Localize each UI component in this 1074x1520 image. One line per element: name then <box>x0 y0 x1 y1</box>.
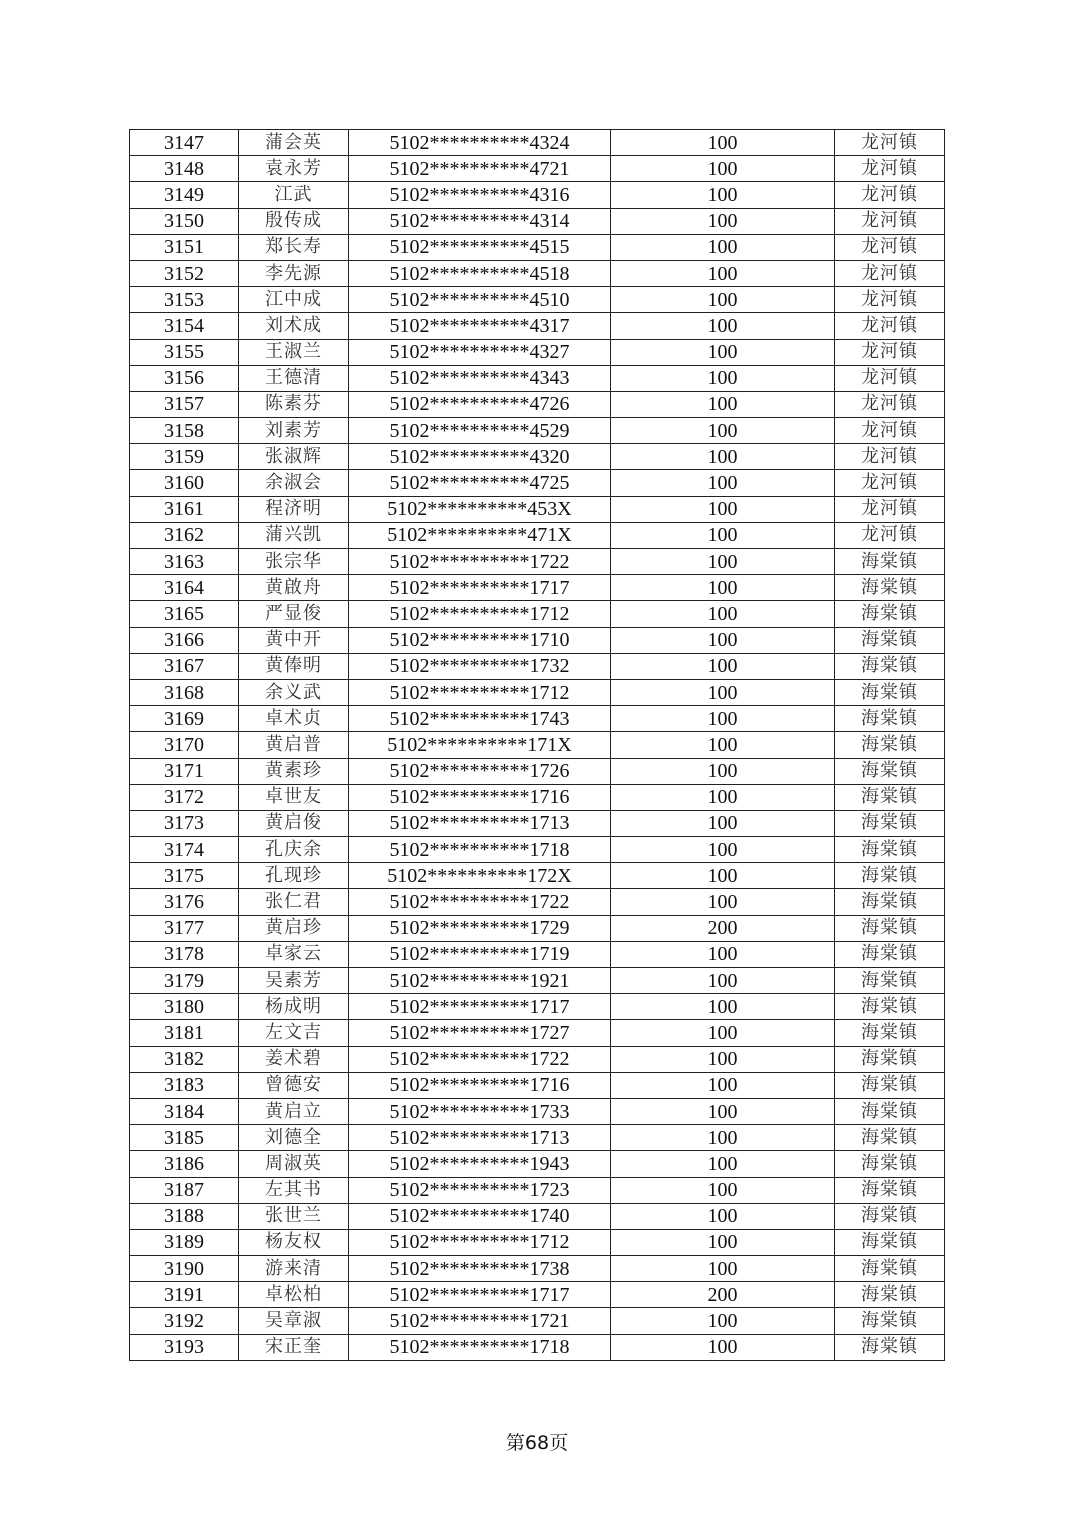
town-cell: 海棠镇 <box>835 784 945 810</box>
id-number-cell: 5102**********1726 <box>349 758 611 784</box>
amount-cell: 100 <box>611 391 835 417</box>
town-cell: 海棠镇 <box>835 1125 945 1151</box>
name-cell: 黄中开 <box>239 627 349 653</box>
id-number-cell: 5102**********4515 <box>349 234 611 260</box>
amount-cell: 100 <box>611 1046 835 1072</box>
row-number-cell: 3158 <box>130 418 239 444</box>
table-row <box>130 1177 945 1203</box>
town-cell: 龙河镇 <box>835 313 945 339</box>
row-number-cell: 3153 <box>130 287 239 313</box>
id-number-cell: 5102**********1722 <box>349 549 611 575</box>
id-number-cell: 5102**********1722 <box>349 889 611 915</box>
table-row <box>130 889 945 915</box>
row-number-cell: 3160 <box>130 470 239 496</box>
id-number-cell: 5102**********171X <box>349 732 611 758</box>
table-row <box>130 522 945 548</box>
amount-cell: 100 <box>611 679 835 705</box>
town-cell: 海棠镇 <box>835 1072 945 1098</box>
id-number-cell: 5102**********1717 <box>349 994 611 1020</box>
id-number-cell: 5102**********1743 <box>349 706 611 732</box>
id-number-cell: 5102**********1921 <box>349 968 611 994</box>
amount-cell: 100 <box>611 1203 835 1229</box>
town-cell: 海棠镇 <box>835 1177 945 1203</box>
amount-cell: 100 <box>611 889 835 915</box>
name-cell: 杨成明 <box>239 994 349 1020</box>
name-cell: 黄素珍 <box>239 758 349 784</box>
name-cell: 卓松柏 <box>239 1282 349 1308</box>
row-number-cell: 3155 <box>130 339 239 365</box>
town-cell: 海棠镇 <box>835 1151 945 1177</box>
name-cell: 刘素芳 <box>239 418 349 444</box>
row-number-cell: 3148 <box>130 156 239 182</box>
town-cell: 海棠镇 <box>835 889 945 915</box>
amount-cell: 100 <box>611 706 835 732</box>
id-number-cell: 5102**********1716 <box>349 1072 611 1098</box>
row-number-cell: 3150 <box>130 208 239 234</box>
table-row <box>130 1256 945 1282</box>
row-number-cell: 3154 <box>130 313 239 339</box>
row-number-cell: 3163 <box>130 549 239 575</box>
table-row <box>130 915 945 941</box>
amount-cell: 100 <box>611 810 835 836</box>
name-cell: 殷传成 <box>239 208 349 234</box>
id-number-cell: 5102**********4343 <box>349 365 611 391</box>
table-row <box>130 339 945 365</box>
table-row <box>130 1282 945 1308</box>
table-row <box>130 208 945 234</box>
table-row <box>130 706 945 732</box>
amount-cell: 100 <box>611 1125 835 1151</box>
name-cell: 左其书 <box>239 1177 349 1203</box>
row-number-cell: 3172 <box>130 784 239 810</box>
name-cell: 余义武 <box>239 679 349 705</box>
name-cell: 周淑英 <box>239 1151 349 1177</box>
amount-cell: 100 <box>611 234 835 260</box>
amount-cell: 100 <box>611 549 835 575</box>
name-cell: 王德清 <box>239 365 349 391</box>
amount-cell: 100 <box>611 313 835 339</box>
id-number-cell: 5102**********4518 <box>349 260 611 286</box>
name-cell: 袁永芳 <box>239 156 349 182</box>
row-number-cell: 3162 <box>130 522 239 548</box>
name-cell: 黄俸明 <box>239 653 349 679</box>
id-number-cell: 5102**********4327 <box>349 339 611 365</box>
town-cell: 龙河镇 <box>835 339 945 365</box>
row-number-cell: 3181 <box>130 1020 239 1046</box>
town-cell: 龙河镇 <box>835 418 945 444</box>
town-cell: 海棠镇 <box>835 549 945 575</box>
amount-cell: 100 <box>611 1177 835 1203</box>
town-cell: 龙河镇 <box>835 156 945 182</box>
row-number-cell: 3176 <box>130 889 239 915</box>
amount-cell: 100 <box>611 287 835 313</box>
row-number-cell: 3178 <box>130 941 239 967</box>
table-row <box>130 968 945 994</box>
name-cell: 江武 <box>239 182 349 208</box>
town-cell: 海棠镇 <box>835 968 945 994</box>
town-cell: 海棠镇 <box>835 1203 945 1229</box>
row-number-cell: 3168 <box>130 679 239 705</box>
row-number-cell: 3188 <box>130 1203 239 1229</box>
row-number-cell: 3149 <box>130 182 239 208</box>
table-row <box>130 1308 945 1334</box>
name-cell: 郑长寿 <box>239 234 349 260</box>
table-row <box>130 1072 945 1098</box>
town-cell: 海棠镇 <box>835 1256 945 1282</box>
town-cell: 海棠镇 <box>835 863 945 889</box>
town-cell: 海棠镇 <box>835 575 945 601</box>
amount-cell: 100 <box>611 784 835 810</box>
table-row <box>130 1020 945 1046</box>
table-row <box>130 1125 945 1151</box>
table-row <box>130 470 945 496</box>
id-number-cell: 5102**********4314 <box>349 208 611 234</box>
row-number-cell: 3184 <box>130 1098 239 1124</box>
name-cell: 黄启立 <box>239 1098 349 1124</box>
amount-cell: 100 <box>611 1308 835 1334</box>
row-number-cell: 3170 <box>130 732 239 758</box>
row-number-cell: 3182 <box>130 1046 239 1072</box>
town-cell: 龙河镇 <box>835 470 945 496</box>
name-cell: 刘德全 <box>239 1125 349 1151</box>
town-cell: 海棠镇 <box>835 994 945 1020</box>
row-number-cell: 3189 <box>130 1229 239 1255</box>
table-row <box>130 391 945 417</box>
row-number-cell: 3164 <box>130 575 239 601</box>
id-number-cell: 5102**********1727 <box>349 1020 611 1046</box>
id-number-cell: 5102**********1717 <box>349 1282 611 1308</box>
amount-cell: 200 <box>611 1282 835 1308</box>
name-cell: 孔庆余 <box>239 837 349 863</box>
town-cell: 海棠镇 <box>835 915 945 941</box>
amount-cell: 100 <box>611 339 835 365</box>
table-row <box>130 418 945 444</box>
name-cell: 姜术碧 <box>239 1046 349 1072</box>
name-cell: 张世兰 <box>239 1203 349 1229</box>
amount-cell: 100 <box>611 496 835 522</box>
table-row <box>130 234 945 260</box>
name-cell: 黄启珍 <box>239 915 349 941</box>
id-number-cell: 5102**********1710 <box>349 627 611 653</box>
amount-cell: 100 <box>611 182 835 208</box>
id-number-cell: 5102**********1713 <box>349 810 611 836</box>
table-row <box>130 575 945 601</box>
name-cell: 程济明 <box>239 496 349 522</box>
id-number-cell: 5102**********1719 <box>349 941 611 967</box>
town-cell: 海棠镇 <box>835 1098 945 1124</box>
row-number-cell: 3171 <box>130 758 239 784</box>
name-cell: 吴章淑 <box>239 1308 349 1334</box>
town-cell: 海棠镇 <box>835 1229 945 1255</box>
amount-cell: 100 <box>611 837 835 863</box>
table-row <box>130 601 945 627</box>
name-cell: 宋正奎 <box>239 1334 349 1360</box>
amount-cell: 100 <box>611 627 835 653</box>
row-number-cell: 3175 <box>130 863 239 889</box>
amount-cell: 100 <box>611 863 835 889</box>
amount-cell: 100 <box>611 1334 835 1360</box>
town-cell: 海棠镇 <box>835 941 945 967</box>
amount-cell: 100 <box>611 732 835 758</box>
amount-cell: 100 <box>611 994 835 1020</box>
amount-cell: 100 <box>611 260 835 286</box>
town-cell: 海棠镇 <box>835 810 945 836</box>
row-number-cell: 3167 <box>130 653 239 679</box>
row-number-cell: 3173 <box>130 810 239 836</box>
amount-cell: 100 <box>611 1072 835 1098</box>
table-row <box>130 837 945 863</box>
name-cell: 张宗华 <box>239 549 349 575</box>
row-number-cell: 3147 <box>130 130 239 156</box>
amount-cell: 100 <box>611 156 835 182</box>
records-table <box>129 129 945 1361</box>
table-row <box>130 260 945 286</box>
name-cell: 李先源 <box>239 260 349 286</box>
table-row <box>130 365 945 391</box>
name-cell: 吴素芳 <box>239 968 349 994</box>
amount-cell: 100 <box>611 1256 835 1282</box>
page-number: 第68页 <box>505 1432 569 1454</box>
town-cell: 海棠镇 <box>835 1046 945 1072</box>
table-row <box>130 130 945 156</box>
name-cell: 卓家云 <box>239 941 349 967</box>
table-row <box>130 758 945 784</box>
town-cell: 海棠镇 <box>835 732 945 758</box>
town-cell: 龙河镇 <box>835 234 945 260</box>
amount-cell: 100 <box>611 653 835 679</box>
id-number-cell: 5102**********1732 <box>349 653 611 679</box>
amount-cell: 100 <box>611 1020 835 1046</box>
row-number-cell: 3161 <box>130 496 239 522</box>
id-number-cell: 5102**********471X <box>349 522 611 548</box>
id-number-cell: 5102**********4721 <box>349 156 611 182</box>
town-cell: 海棠镇 <box>835 1020 945 1046</box>
name-cell: 陈素芬 <box>239 391 349 417</box>
amount-cell: 100 <box>611 575 835 601</box>
town-cell: 龙河镇 <box>835 496 945 522</box>
id-number-cell: 5102**********4324 <box>349 130 611 156</box>
id-number-cell: 5102**********4316 <box>349 182 611 208</box>
table-row <box>130 732 945 758</box>
town-cell: 龙河镇 <box>835 365 945 391</box>
amount-cell: 100 <box>611 601 835 627</box>
name-cell: 刘术成 <box>239 313 349 339</box>
row-number-cell: 3191 <box>130 1282 239 1308</box>
amount-cell: 100 <box>611 418 835 444</box>
town-cell: 海棠镇 <box>835 1308 945 1334</box>
name-cell: 蒲兴凯 <box>239 522 349 548</box>
row-number-cell: 3185 <box>130 1125 239 1151</box>
table-row <box>130 1229 945 1255</box>
id-number-cell: 5102**********1716 <box>349 784 611 810</box>
id-number-cell: 5102**********4529 <box>349 418 611 444</box>
name-cell: 孔现珍 <box>239 863 349 889</box>
name-cell: 严显俊 <box>239 601 349 627</box>
name-cell: 杨友权 <box>239 1229 349 1255</box>
table-row <box>130 1334 945 1360</box>
id-number-cell: 5102**********1738 <box>349 1256 611 1282</box>
amount-cell: 100 <box>611 365 835 391</box>
town-cell: 海棠镇 <box>835 679 945 705</box>
table-row <box>130 444 945 470</box>
id-number-cell: 5102**********1717 <box>349 575 611 601</box>
town-cell: 龙河镇 <box>835 391 945 417</box>
table-row <box>130 1151 945 1177</box>
table-row <box>130 994 945 1020</box>
id-number-cell: 5102**********1713 <box>349 1125 611 1151</box>
id-number-cell: 5102**********4510 <box>349 287 611 313</box>
town-cell: 海棠镇 <box>835 837 945 863</box>
row-number-cell: 3151 <box>130 234 239 260</box>
table-row <box>130 1098 945 1124</box>
row-number-cell: 3166 <box>130 627 239 653</box>
town-cell: 龙河镇 <box>835 522 945 548</box>
table-row <box>130 287 945 313</box>
id-number-cell: 5102**********172X <box>349 863 611 889</box>
name-cell: 蒲会英 <box>239 130 349 156</box>
name-cell: 张仁君 <box>239 889 349 915</box>
row-number-cell: 3180 <box>130 994 239 1020</box>
records-table-body <box>130 130 945 1361</box>
name-cell: 卓术贞 <box>239 706 349 732</box>
id-number-cell: 5102**********4725 <box>349 470 611 496</box>
town-cell: 海棠镇 <box>835 601 945 627</box>
town-cell: 海棠镇 <box>835 653 945 679</box>
table-row <box>130 156 945 182</box>
town-cell: 海棠镇 <box>835 1282 945 1308</box>
row-number-cell: 3186 <box>130 1151 239 1177</box>
id-number-cell: 5102**********1943 <box>349 1151 611 1177</box>
town-cell: 海棠镇 <box>835 627 945 653</box>
town-cell: 海棠镇 <box>835 758 945 784</box>
row-number-cell: 3157 <box>130 391 239 417</box>
town-cell: 海棠镇 <box>835 706 945 732</box>
amount-cell: 100 <box>611 1229 835 1255</box>
table-row <box>130 810 945 836</box>
amount-cell: 100 <box>611 758 835 784</box>
amount-cell: 100 <box>611 208 835 234</box>
table-row <box>130 496 945 522</box>
row-number-cell: 3156 <box>130 365 239 391</box>
id-number-cell: 5102**********1718 <box>349 1334 611 1360</box>
id-number-cell: 5102**********4320 <box>349 444 611 470</box>
id-number-cell: 5102**********1740 <box>349 1203 611 1229</box>
row-number-cell: 3177 <box>130 915 239 941</box>
town-cell: 龙河镇 <box>835 260 945 286</box>
id-number-cell: 5102**********453X <box>349 496 611 522</box>
name-cell: 江中成 <box>239 287 349 313</box>
table-row <box>130 941 945 967</box>
row-number-cell: 3190 <box>130 1256 239 1282</box>
row-number-cell: 3193 <box>130 1334 239 1360</box>
name-cell: 卓世友 <box>239 784 349 810</box>
id-number-cell: 5102**********4726 <box>349 391 611 417</box>
table-row <box>130 1203 945 1229</box>
amount-cell: 100 <box>611 1098 835 1124</box>
row-number-cell: 3179 <box>130 968 239 994</box>
name-cell: 黄啟舟 <box>239 575 349 601</box>
id-number-cell: 5102**********1712 <box>349 679 611 705</box>
id-number-cell: 5102**********1712 <box>349 1229 611 1255</box>
name-cell: 余淑会 <box>239 470 349 496</box>
table-row <box>130 627 945 653</box>
amount-cell: 100 <box>611 130 835 156</box>
id-number-cell: 5102**********1729 <box>349 915 611 941</box>
town-cell: 龙河镇 <box>835 287 945 313</box>
id-number-cell: 5102**********1733 <box>349 1098 611 1124</box>
town-cell: 海棠镇 <box>835 1334 945 1360</box>
table-row <box>130 863 945 889</box>
town-cell: 龙河镇 <box>835 208 945 234</box>
name-cell: 王淑兰 <box>239 339 349 365</box>
amount-cell: 100 <box>611 444 835 470</box>
table-row <box>130 784 945 810</box>
id-number-cell: 5102**********1718 <box>349 837 611 863</box>
row-number-cell: 3183 <box>130 1072 239 1098</box>
table-row <box>130 182 945 208</box>
id-number-cell: 5102**********1723 <box>349 1177 611 1203</box>
amount-cell: 100 <box>611 941 835 967</box>
table-row <box>130 679 945 705</box>
id-number-cell: 5102**********4317 <box>349 313 611 339</box>
town-cell: 龙河镇 <box>835 182 945 208</box>
row-number-cell: 3165 <box>130 601 239 627</box>
name-cell: 游来清 <box>239 1256 349 1282</box>
name-cell: 黄启俊 <box>239 810 349 836</box>
name-cell: 左文吉 <box>239 1020 349 1046</box>
row-number-cell: 3159 <box>130 444 239 470</box>
amount-cell: 200 <box>611 915 835 941</box>
row-number-cell: 3192 <box>130 1308 239 1334</box>
name-cell: 张淑辉 <box>239 444 349 470</box>
row-number-cell: 3152 <box>130 260 239 286</box>
table-row <box>130 549 945 575</box>
town-cell: 龙河镇 <box>835 444 945 470</box>
name-cell: 黄启普 <box>239 732 349 758</box>
id-number-cell: 5102**********1712 <box>349 601 611 627</box>
amount-cell: 100 <box>611 470 835 496</box>
name-cell: 曾德安 <box>239 1072 349 1098</box>
amount-cell: 100 <box>611 968 835 994</box>
table-row <box>130 313 945 339</box>
row-number-cell: 3187 <box>130 1177 239 1203</box>
amount-cell: 100 <box>611 1151 835 1177</box>
id-number-cell: 5102**********1722 <box>349 1046 611 1072</box>
id-number-cell: 5102**********1721 <box>349 1308 611 1334</box>
amount-cell: 100 <box>611 522 835 548</box>
row-number-cell: 3169 <box>130 706 239 732</box>
table-row <box>130 653 945 679</box>
table-row <box>130 1046 945 1072</box>
town-cell: 龙河镇 <box>835 130 945 156</box>
row-number-cell: 3174 <box>130 837 239 863</box>
